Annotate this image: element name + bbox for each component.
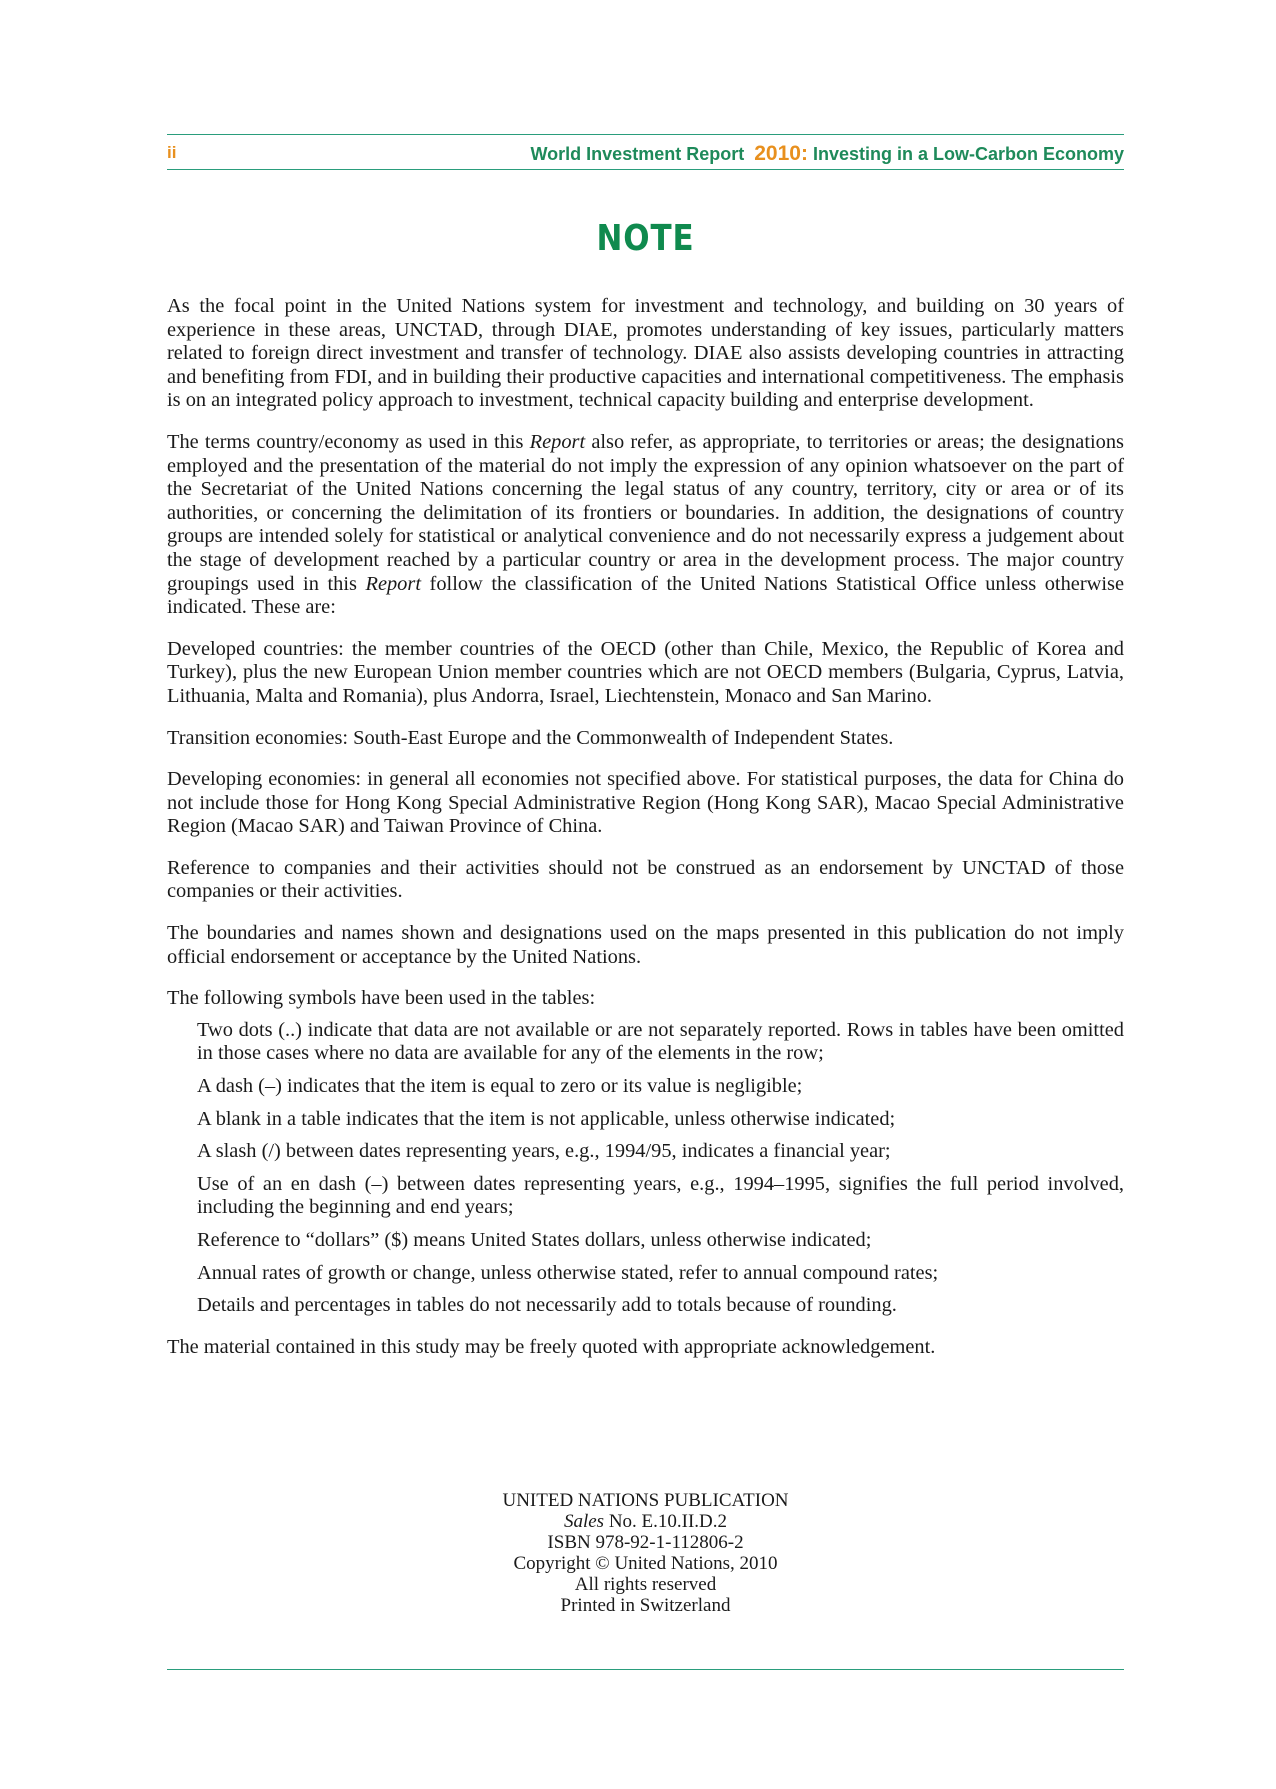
page-title: NOTE (596, 218, 695, 259)
page-number: ii (167, 143, 177, 162)
sales-label: Sales (563, 1511, 605, 1532)
header-subtitle: Investing in a Low-Carbon Economy (812, 144, 1124, 164)
paragraph-terms-part-c: follow the classification of the United Nations Statistical Office unless otherwise indicated. These are: (167, 572, 1124, 619)
symbol-item: Details and percentages in tables do not necessarily add to totals because of rounding. (197, 1294, 897, 1317)
symbol-item: A blank in a table indicates that the item is not applicable, unless otherwise indicated; (197, 1107, 896, 1130)
paragraph-terms-part-b: also refer, as appropriate, to territories or areas; the designations employed and the presentation of the material do not imply the expression of any opinion whatsoever on the part of the Secretariat of the United Nations concerning the legal status of any country, territory, city or area or of its authorities, or concerning the delimitation of its frontiers or boundaries. In addition, the designations of country groups are intended solely for statistical or analytical convenience and do not necessarily express a judgement about the stage of development reached by a particular country or area in the development process. The major country groupings used in this (167, 430, 1124, 595)
symbol-item: Annual rates of growth or change, unless otherwise stated, refer to annual compound rates; (197, 1261, 939, 1284)
paragraph-transition-economies: Transition economies: South-East Europe and the Commonwealth of Independent States. (167, 726, 894, 749)
symbols-list (197, 1019, 1124, 1318)
paragraph-companies: Reference to companies and their activities should not be construed as an endorsement by UNCTAD of those companies or their activities. (167, 856, 1124, 903)
publication-info (167, 1490, 1124, 1616)
publication-line: UNITED NATIONS PUBLICATION (502, 1490, 789, 1511)
paragraph-symbols-intro: The following symbols have been used in the tables: (167, 987, 596, 1010)
copyright: Copyright © United Nations, 2010 (513, 1553, 778, 1574)
symbol-item: A slash (/) between dates representing years, e.g., 1994/95, indicates a financial year; (197, 1140, 891, 1163)
report-italic-1: Report (529, 430, 586, 453)
symbol-item: Use of an en dash (–) between dates representing years, e.g., 1994–1995, signifies the full period involved, including the beginning and end years; (197, 1172, 1124, 1219)
sales-number (167, 1511, 1124, 1532)
printed-in: Printed in Switzerland (560, 1595, 731, 1616)
paragraph-terms (167, 431, 1124, 620)
note-body (167, 295, 1124, 1377)
paragraph-terms-part-a: The terms country/economy as used in this (167, 430, 530, 453)
report-italic-2: Report (365, 572, 421, 595)
paragraph-developed-countries: Developed countries: the member countries of the OECD (other than Chile, Mexico, the Republic of Korea and Turkey), plus the new European Union member countries which are not OECD members (Bulgaria, Cyprus, Latvia, Lithuania, Malta and Romania), plus Andorra, Israel, Liechtenstein, Monaco and San Marino. (167, 637, 1124, 707)
rights-reserved: All rights reserved (574, 1574, 717, 1595)
paragraph-maps: The boundaries and names shown and designations used on the maps presented in this publication do not imply official endorsement or acceptance by the United Nations. (167, 922, 1124, 968)
sales-number-value: No. E.10.II.D.2 (604, 1511, 728, 1532)
isbn: ISBN 978-92-1-112806-2 (547, 1532, 744, 1553)
symbol-item: Two dots (..) indicate that data are not available or are not separately reported. Rows in tables have been omitted in those cases where no data are available for any of the elements in the row; (197, 1018, 1124, 1065)
paragraph-developing-economies: Developing economies: in general all economies not specified above. For statistical purposes, the data for China do not include those for Hong Kong Special Administrative Region (Hong Kong SAR), Macao Special Administrative Region (Macao SAR) and Taiwan Province of China. (167, 768, 1124, 838)
symbol-item: Reference to “dollars” ($) means United States dollars, unless otherwise indicated; (197, 1229, 872, 1251)
symbol-item: A dash (–) indicates that the item is equal to zero or its value is negligible; (197, 1075, 803, 1098)
paragraph-focal-point: As the focal point in the United Nations system for investment and technology, and building on 30 years of experience in these areas, UNCTAD, through DIAE, promotes understanding of key issues, particularly matters related to foreign direct investment and transfer of technology. DIAE also assists developing countries in attracting and benefiting from FDI, and in building their productive capacities and international competitiveness. The emphasis is on an integrated policy approach to investment, technical capacity building and enterprise development. (167, 295, 1124, 412)
paragraph-quotation: The material contained in this study may be freely quoted with appropriate acknowledgement. (167, 1335, 936, 1358)
footer-divider (167, 1669, 1124, 1670)
running-header (167, 134, 1124, 170)
header-year: 2010: (754, 142, 808, 165)
header-title (531, 142, 1124, 166)
header-title-prefix: World Investment Report (530, 144, 745, 164)
